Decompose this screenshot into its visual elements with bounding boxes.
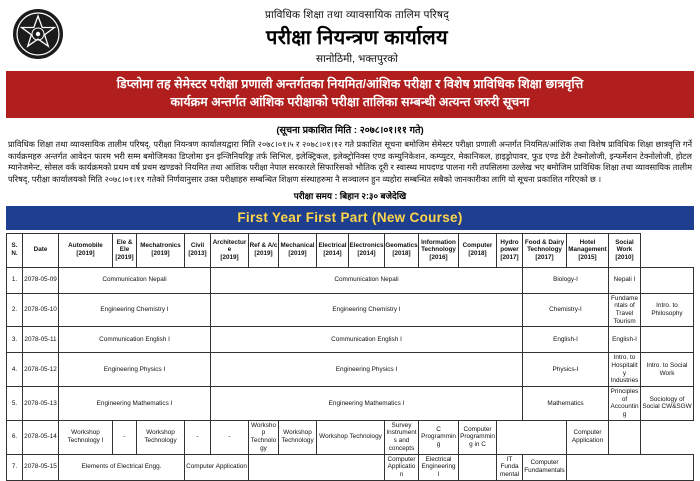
- cell-date: 2078-05-10: [23, 293, 59, 327]
- cell-date: 2078-05-09: [23, 267, 59, 293]
- cell-subject: [249, 454, 385, 480]
- column-header-geomatics: Geomatics [2018]: [385, 233, 419, 267]
- column-header-date: Date: [23, 233, 59, 267]
- cell-subject: Physics-I: [523, 353, 609, 387]
- cell-sn: 1.: [7, 267, 23, 293]
- cell-date: 2078-05-13: [23, 387, 59, 421]
- cell-subject: Engineering Chemistry I: [211, 293, 523, 327]
- cell-subject: Computer Application: [567, 420, 609, 454]
- cell-subject: Mathematics: [523, 387, 609, 421]
- cell-subject: Computer Application: [185, 454, 249, 480]
- notice-paragraph: प्राविधिक शिक्षा तथा व्यावसायिक तालीम परिषद्, परीक्षा नियन्त्रण कार्यालयद्वारा मिति २०७८।०१।५ र २०७८।०१।१२ गते प्रकाशित सूचना बमोजिम सेमेस्टर परीक्षा प्रणाली अन्तर्गत नियमित/आंशिक तथा विशेष प्राविधिक शिक्षा छात्रवृत्ति गर्ने कार्यक्रमहरु अन्तर्गत आवेदन फारम भरी सम्म बमोजिमका डिप्लोमा इन इन्जिनियरिङ्ग तर्फ सिभिल, इलेक्ट्रिकल, इलेक्ट्रोनिक्स एण्ड कम्युनिकेशन, कम्प्युटर, मेकानिकल, हाइड्रोपावर, फुड एण्ड डेरी टेक्नोलोजी, इन्फर्मेशन टेक्नोलोजी, होटल म्यानेजमेन्ट, सोसल वर्क कार्यक्रमको प्रथम वर्ष प्रथम खण्डको नियमित तथा आंशिक परीक्षा नेपाल सरकारले सिफारिसको भौतिक दूरी र स्वास्थ्य मापदण्ड पालना गरी तपसिलमा उल्लेख भए बमोजिम प्राविधिक शिक्षा तथा व्यावसायिक तालीम परिषद्, परीक्षा कार्यालयको मिति २०७८।०१।११ गतेको निर्णयानुसार उक्त परीक्षाहरु सम्बन्धित शिक्षण संस्थाहरुमा नै सञ्चालन हुन व्यहोरा सम्बन्धित सबैको जानकारीका लागि यो सूचना प्रकाशित गरिएको छ ।: [8, 139, 692, 184]
- column-header-hydro: Hydro power [2017]: [497, 233, 523, 267]
- cell-subject: Survey Instruments and concepts: [385, 420, 419, 454]
- cell-subject: [609, 420, 641, 454]
- cell-date: 2078-05-12: [23, 353, 59, 387]
- table-row: [7, 267, 694, 293]
- cell-sn: 3.: [7, 327, 23, 353]
- cell-subject: -: [113, 420, 137, 454]
- header-text-block: [70, 4, 694, 66]
- banner-line-2: कार्यक्रम अन्तर्गत आंशिक परीक्षाको परीक्षा तालिका सम्बन्धी अत्यन्त जरुरी सूचना: [170, 94, 530, 109]
- cell-subject: Biology-I: [523, 267, 609, 293]
- cell-subject: C Programming: [419, 420, 459, 454]
- column-header-mechatronics: Mechatronics [2019]: [137, 233, 185, 267]
- cell-subject: Communication English I: [59, 327, 211, 353]
- table-row: [7, 387, 694, 421]
- nepal-government-emblem-icon: [12, 8, 64, 60]
- cell-subject: Workshop Technology I: [59, 420, 113, 454]
- table-row: [7, 327, 694, 353]
- banner-line-1: डिप्लोमा तह सेमेस्टर परीक्षा प्रणाली अन्तर्गतका नियमित/आंशिक परीक्षा र विशेष प्राविधिक शिक्षा छात्रवृत्ति: [116, 77, 584, 91]
- cell-subject: Principles of Accounting: [609, 387, 641, 421]
- cell-subject: [567, 454, 694, 480]
- cell-subject: Sociology of Social CW&SGW: [641, 387, 694, 421]
- column-header-sn: S. N.: [7, 233, 23, 267]
- cell-subject: [497, 420, 567, 454]
- column-header-electronics: Electronics [2014]: [349, 233, 385, 267]
- cell-subject: IT Fundamental: [497, 454, 523, 480]
- office-name: परीक्षा नियन्त्रण कार्यालय: [266, 27, 448, 49]
- cell-date: 2078-05-11: [23, 327, 59, 353]
- table-row: [7, 420, 694, 454]
- column-header-automobile: Automobile [2019]: [59, 233, 113, 267]
- table-row: [7, 454, 694, 480]
- table-body: [7, 267, 694, 480]
- cell-subject: Engineering Chemistry I: [59, 293, 211, 327]
- column-header-computer: Computer [2018]: [459, 233, 497, 267]
- cell-date: 2078-05-15: [23, 454, 59, 480]
- cell-subject: Workshop Technology: [137, 420, 185, 454]
- council-name: प्राविधिक शिक्षा तथा व्यावसायिक तालिम परिषद्: [265, 9, 449, 21]
- cell-subject: -: [211, 420, 249, 454]
- cell-subject: Intro. to Social Work: [641, 353, 694, 387]
- table-row: [7, 353, 694, 387]
- cell-subject: English-I: [523, 327, 609, 353]
- cell-subject: Engineering Mathematics I: [211, 387, 523, 421]
- cell-subject: Workshop Technology: [317, 420, 385, 454]
- cell-subject: Communication Nepali: [211, 267, 523, 293]
- cell-subject: Elements of Electrical Engg.: [59, 454, 185, 480]
- table-row: [7, 293, 694, 327]
- cell-sn: 4.: [7, 353, 23, 387]
- column-header-ref_ac: Ref & A/c [2019]: [249, 233, 279, 267]
- table-header-row: [7, 233, 694, 267]
- cell-subject: Computer Fundamentals: [523, 454, 567, 480]
- column-header-civil: Civil [2013]: [185, 233, 211, 267]
- cell-subject: Engineering Physics I: [211, 353, 523, 387]
- cell-subject: Nepali I: [609, 267, 641, 293]
- column-header-it: Information Technology [2016]: [419, 233, 459, 267]
- cell-subject: Engineering Physics I: [59, 353, 211, 387]
- cell-subject: [459, 454, 497, 480]
- exam-routine-table: [6, 233, 694, 481]
- cell-subject: -: [185, 420, 211, 454]
- document-header: [6, 4, 694, 66]
- cell-subject: Communication English I: [211, 327, 523, 353]
- column-header-mechanical: Mechanical [2019]: [279, 233, 317, 267]
- cell-sn: 5.: [7, 387, 23, 421]
- exam-time-text: परीक्षा समय : बिहान २:३० बजेदेखि: [293, 190, 407, 201]
- cell-sn: 6.: [7, 420, 23, 454]
- notice-banner: [6, 71, 694, 118]
- cell-subject: Electrical Engineering I: [419, 454, 459, 480]
- cell-subject: English-I: [609, 327, 641, 353]
- cell-subject: Chemistry-I: [523, 293, 609, 327]
- cell-subject: Intro. to Hospitality Industries: [609, 353, 641, 387]
- cell-sn: 7.: [7, 454, 23, 480]
- cell-subject: Fundamentals of Travel Tourism: [609, 293, 641, 327]
- cell-subject: Workshop Technology: [249, 420, 279, 454]
- notice-publish-date: (सूचना प्रकाशित मिति : २०७८।०१।११ गते): [276, 124, 424, 136]
- cell-subject: Computer Programming in C: [459, 420, 497, 454]
- cell-subject: Computer Application: [385, 454, 419, 480]
- column-header-food_dairy: Food & Dairy Technology [2017]: [523, 233, 567, 267]
- column-header-ele_ele: Ele & Ele [2019]: [113, 233, 137, 267]
- cell-subject: Intro. to Philosophy: [641, 293, 694, 327]
- cell-subject: [641, 267, 694, 293]
- cell-subject: Communication Nepali: [59, 267, 211, 293]
- office-address: सानोठिमी, भक्तपुरको: [315, 53, 399, 65]
- cell-date: 2078-05-14: [23, 420, 59, 454]
- table-head: [7, 233, 694, 267]
- routine-title-bar: First Year First Part (New Course): [6, 206, 694, 230]
- cell-subject: [641, 327, 694, 353]
- cell-sn: 2.: [7, 293, 23, 327]
- column-header-social: Social Work [2010]: [609, 233, 641, 267]
- column-header-electrical: Electrical [2014]: [317, 233, 349, 267]
- cell-subject: Engineering Mathematics I: [59, 387, 211, 421]
- column-header-hotel: Hotel Management [2015]: [567, 233, 609, 267]
- cell-subject: Workshop Technology: [279, 420, 317, 454]
- column-header-architecture: Architecture [2019]: [211, 233, 249, 267]
